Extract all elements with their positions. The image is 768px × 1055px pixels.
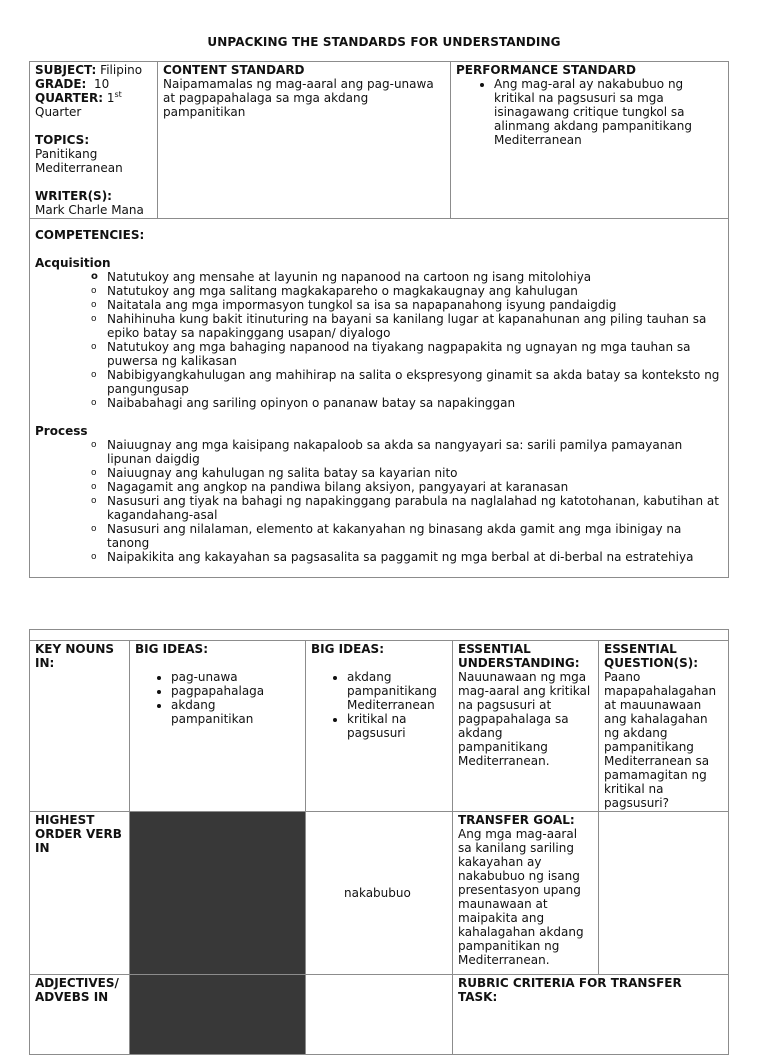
subject-info-cell: [30, 62, 158, 219]
performance-standard-item: • Ang mag-aral ay nakabubuo ng kritikal na pagsusuri sa mga isinagawang critique tungkol sa alinmang akdang pampanitikang Mediterranean: [494, 77, 723, 147]
quarter-number: 1: [106, 91, 115, 105]
topics-value: Panitikang Mediterranean: [35, 147, 123, 175]
transfer-goal-cell: [453, 812, 599, 975]
subject-value: Filipino: [100, 63, 143, 77]
list-item: o Natutukoy ang mga salitang magkakapareho o magkakaugnay ang kahulugan: [91, 284, 723, 298]
process-label: Process: [35, 424, 88, 438]
highest-order-verb-value-cell: [306, 812, 453, 975]
grade-label: GRADE:: [35, 77, 87, 91]
acquisition-label: Acquisition: [35, 256, 111, 270]
key-nouns-label: KEY NOUNS IN:: [35, 642, 115, 670]
list-item: • pagpapahalaga: [171, 684, 300, 698]
list-item: • kritikal na pagsusuri: [347, 712, 447, 740]
big-ideas-cell-2: [306, 641, 453, 812]
content-standard-text: Naipamamalas ng mag-aaral ang pag-unawa at pagpapahalaga sa mga akdang pampanitikan: [163, 77, 434, 119]
list-item: • pag-unawa: [171, 670, 300, 684]
highest-order-verb-label: HIGHEST ORDER VERB IN: [35, 813, 122, 855]
list-item: o Nasusuri ang nilalaman, elemento at kakanyahan ng binasang akda gamit ang mga ibinigay na tanong: [91, 522, 723, 550]
essential-understanding-text: Nauunawaan ng mga mag-aaral ang kritikal na pagsusuri at pagpapahalaga sa akdang pampanitikang Mediterranean.: [458, 670, 591, 768]
quarter-word: Quarter: [35, 105, 82, 119]
list-item: o Naiuugnay ang mga kaisipang nakapaloob sa akda sa nangyayari sa: sarili pamilya pamayanan lipunan daigdig: [91, 438, 723, 466]
page-title: UNPACKING THE STANDARDS FOR UNDERSTANDING: [207, 35, 561, 49]
competencies-label: COMPETENCIES:: [35, 228, 145, 242]
list-item: o Nagagamit ang angkop na pandiwa bilang aksiyon, pangyayari at karanasan: [91, 480, 723, 494]
content-standard-cell: [158, 62, 451, 219]
adjectives-label: ADJECTIVES/ ADVEBS IN: [35, 976, 119, 1004]
standards-table: [29, 61, 729, 578]
quarter-suffix: st: [114, 90, 122, 99]
highest-order-verb-cell: [30, 812, 130, 975]
performance-standard-cell: [451, 62, 729, 219]
table-top-band: [30, 630, 729, 641]
list-item: o Naiuugnay ang kahulugan ng salita batay sa kayarian nito: [91, 466, 723, 480]
list-item: o Natutukoy ang mga bahaging napanood na tiyakang nagpapakita ng ugnayan ng mga tauhan sa puwersa ng kalikasan: [91, 340, 723, 368]
quarter-label: QUARTER:: [35, 91, 103, 105]
key-nouns-cell: [30, 641, 130, 812]
transfer-goal-text: Ang mga mag-aaral sa kanilang sariling kakayahan ay nakabubuo ng isang presentasyon upang maunawaan at maipakita ang kahalagahan akdang pampanitikan ng Mediterranean.: [458, 827, 584, 967]
list-item: o Naitatala ang mga impormasyon tungkol sa isa sa napapanahong isyung pandaigdig: [91, 298, 723, 312]
grade-value: 10: [93, 77, 110, 91]
list-item: • akdang pampanitikang Mediterranean: [347, 670, 447, 712]
topics-label: TOPICS:: [35, 133, 90, 147]
essential-understanding-cell: [453, 641, 599, 812]
writers-label: WRITER(S):: [35, 189, 112, 203]
list-item: o Nabibigyangkahulugan ang mahihirap na salita o ekspresyong ginamit sa akda batay sa konteksto ng pangungusap: [91, 368, 723, 396]
adjectives-cell: [30, 975, 130, 1055]
big-ideas-list: [311, 670, 447, 740]
essential-understanding-label: ESSENTIAL UNDERSTANDING:: [458, 642, 580, 670]
big-ideas-list: [135, 670, 300, 726]
acquisition-list: [35, 270, 723, 410]
essential-questions-text: Paano mapapahalagahan at mauunawaan ang kahalagahan ng akdang pampanitikang Mediterranean sa pamamagitan ng kritikal na pagsusuri?: [604, 670, 717, 810]
rubric-cell: [453, 975, 729, 1055]
list-item: o Naibabahagi ang sariling opinyon o pananaw batay sa napakinggan: [91, 396, 723, 410]
list-item: o Natutukoy ang mensahe at layunin ng napanood na cartoon ng isang mitolohiya: [91, 270, 723, 284]
essential-questions-label: ESSENTIAL QUESTION(S):: [604, 642, 699, 670]
big-ideas-label: BIG IDEAS:: [135, 642, 208, 656]
shaded-cell: [130, 812, 306, 975]
list-item: • akdang pampanitikan: [171, 698, 300, 726]
unpacking-table: [29, 629, 729, 1055]
highest-order-verb-value: nakabubuo: [344, 886, 411, 900]
subject-label: SUBJECT:: [35, 63, 97, 77]
competencies-cell: [30, 219, 729, 578]
performance-standard-label: PERFORMANCE STANDARD: [456, 63, 636, 77]
process-list: [35, 438, 723, 564]
shaded-cell: [130, 975, 306, 1055]
list-item: o Nahihinuha kung bakit itinuturing na bayani sa kanilang lugar at kapanahunan ang piling tauhan sa epiko batay sa napakinggang usapan/ diyalogo: [91, 312, 723, 340]
essential-questions-cell: [599, 641, 729, 812]
content-standard-label: CONTENT STANDARD: [163, 63, 305, 77]
rubric-label: RUBRIC CRITERIA FOR TRANSFER TASK:: [458, 976, 682, 1004]
writers-value: Mark Charle Mana: [35, 203, 144, 217]
empty-cell: [306, 975, 453, 1055]
performance-standard-list: [456, 77, 723, 147]
list-item: o Nasusuri ang tiyak na bahagi ng napakinggang parabula na naglalahad ng katotohanan, kabutihan at kagandahang-asal: [91, 494, 723, 522]
big-ideas-label: BIG IDEAS:: [311, 642, 384, 656]
transfer-goal-label: TRANSFER GOAL:: [458, 813, 575, 827]
list-item: o Naipakikita ang kakayahan sa pagsasalita sa paggamit ng mga berbal at di-berbal na estratehiya: [91, 550, 723, 564]
empty-cell: [599, 812, 729, 975]
big-ideas-cell-1: [130, 641, 306, 812]
